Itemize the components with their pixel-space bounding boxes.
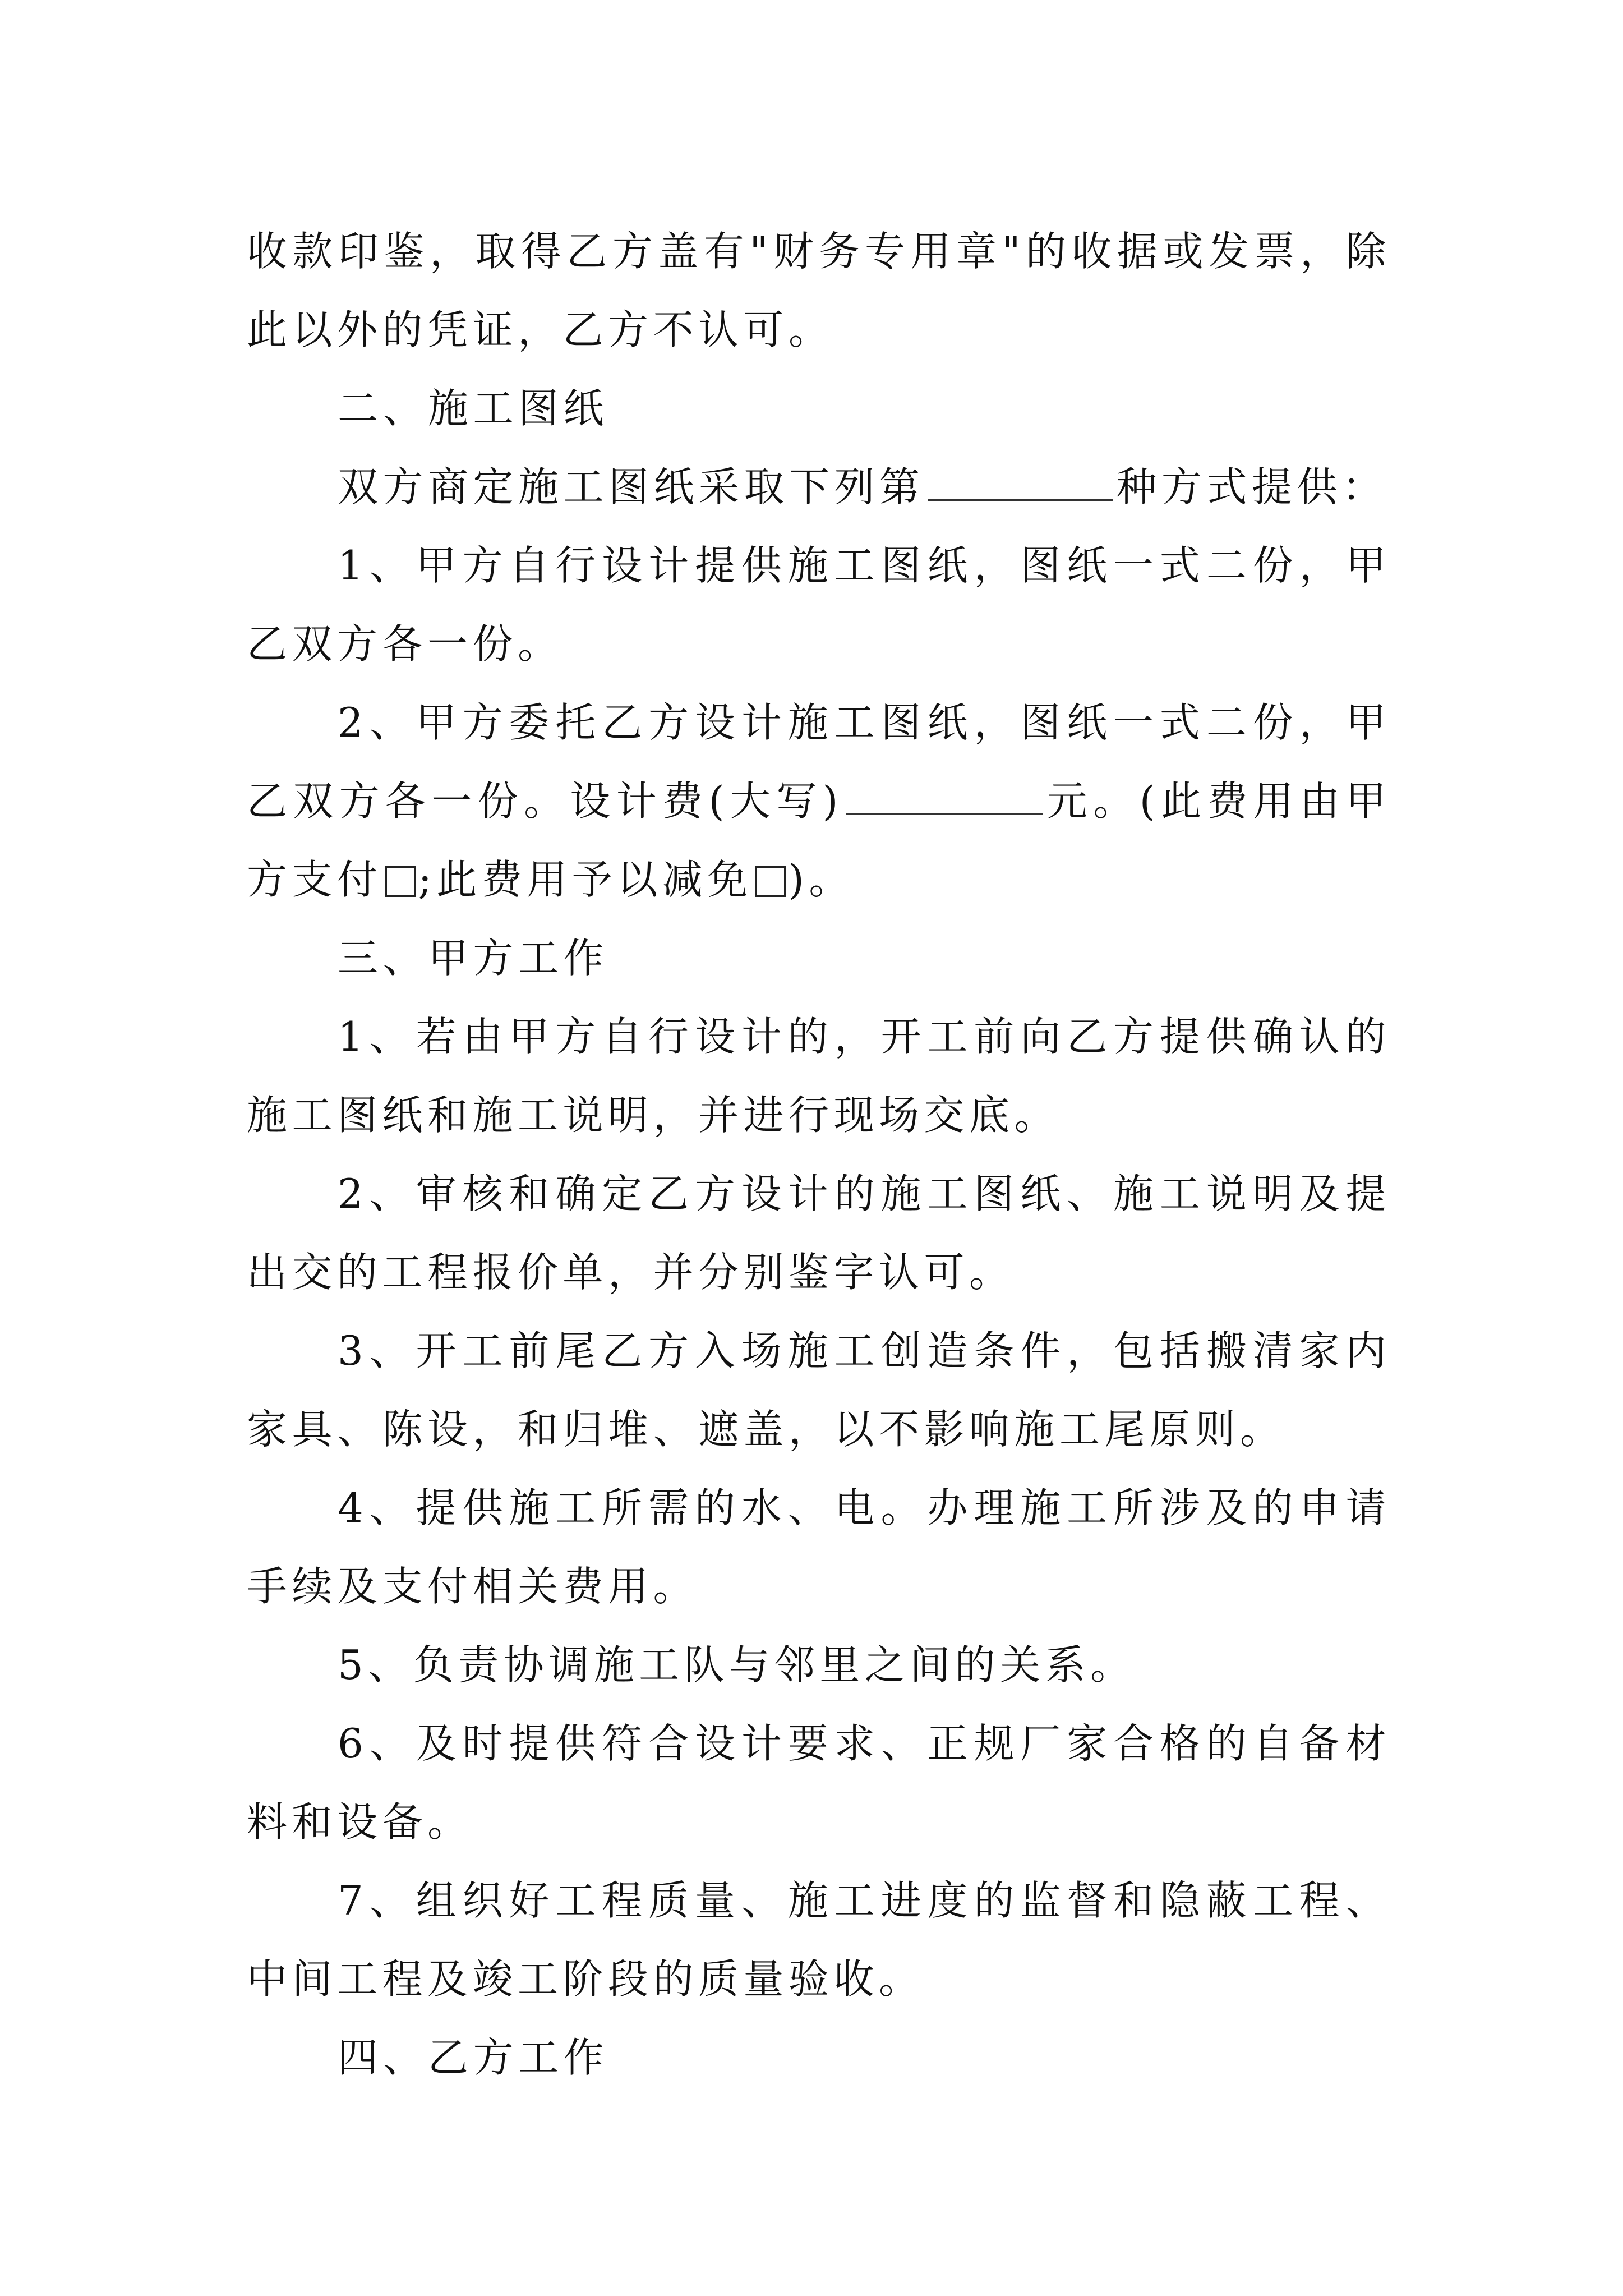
- heading-construction-drawings: 二、施工图纸: [338, 385, 609, 432]
- party-a-item-5: 5、负责协调施工队与邻里之间的关系。: [338, 1641, 1136, 1688]
- paid-by-party-a-checkbox: [385, 866, 416, 897]
- paragraph-drawings-method: [247, 448, 1391, 526]
- paragraph-payment-seal: 收款印鉴，取得乙方盖有"财务专用章"的收据或发票，除此以外的凭证，乙方不认可。: [247, 228, 1391, 353]
- drawings-method-text-before: 双方商定施工图纸采取下列第: [338, 463, 925, 510]
- drawings-item-2-text-mid: 元。(此费用由甲方支付: [247, 777, 1391, 903]
- drawings-item-2-text-before: 2、甲方委托乙方设计施工图纸，图纸一式二份，甲乙双方各一份。设计费(大写): [247, 699, 1391, 825]
- drawings-item-1: 1、甲方自行设计提供施工图纸，图纸一式二份，甲乙双方各一份。: [247, 542, 1391, 668]
- heading-party-b-work: 四、乙方工作: [338, 2034, 609, 2081]
- party-a-item-3: 3、开工前尾乙方入场施工创造条件，包括搬清家内家具、陈设，和归堆、遮盖，以不影响施工尾原则。: [247, 1327, 1391, 1453]
- drawings-method-text-after: 种方式提供：: [1116, 463, 1387, 510]
- document-body: [247, 212, 1391, 2097]
- drawings-item-2: [247, 683, 1391, 919]
- party-a-item-2: 2、审核和确定乙方设计的施工图纸、施工说明及提出交的工程报价单，并分别鉴字认可。: [247, 1170, 1391, 1296]
- heading-party-a-work: 三、甲方工作: [338, 935, 609, 982]
- party-a-item-1: 1、若由甲方自行设计的，开工前向乙方提供确认的施工图纸和施工说明，并进行现场交底。: [247, 1013, 1391, 1139]
- drawings-item-2-text-end: )。: [788, 856, 854, 903]
- method-number-blank: [928, 466, 1113, 501]
- party-a-item-6: 6、及时提供符合设计要求、正规厂家合格的自备材料和设备。: [247, 1720, 1391, 1846]
- fee-waived-checkbox: [755, 866, 786, 897]
- design-fee-blank: [846, 780, 1043, 815]
- party-a-item-4: 4、提供施工所需的水、电。办理施工所涉及的申请手续及支付相关费用。: [247, 1484, 1391, 1610]
- drawings-item-2-text-mid2: ;此费用予以减免: [418, 856, 753, 903]
- party-a-item-7: 7、组织好工程质量、施工进度的监督和隐蔽工程、中间工程及竣工阶段的质量验收。: [247, 1877, 1391, 2003]
